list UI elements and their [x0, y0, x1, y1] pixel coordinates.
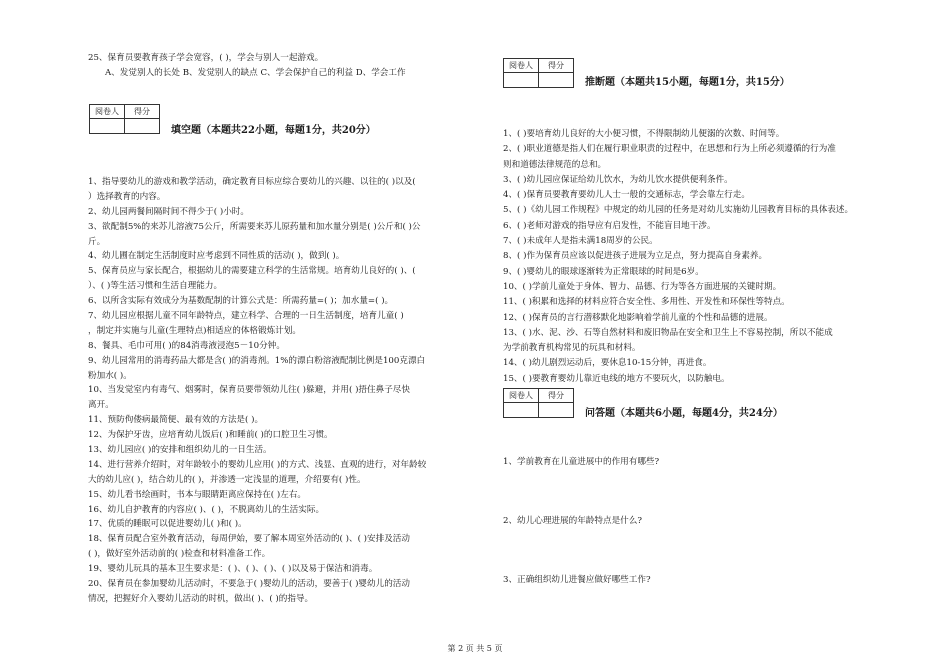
fill-line: 7、幼儿园应根据儿童不同年龄特点，建立科学、合理的一日生活制度，培育儿童( ) [88, 311, 404, 322]
fill-line: 15、幼儿看书绘画时，书本与眼睛距离应保持在( )左右。 [88, 489, 307, 500]
page-number: 第 2 页 共 5 页 [447, 644, 503, 653]
judge-line: 5、( )《幼儿园工作规程》中规定的幼儿园的任务是对幼儿实施幼儿园教育目标的具体表述。 [503, 205, 854, 216]
fill-line: ）选择教育的内容。 [88, 191, 166, 202]
judge-line: 10、( )学前儿童处于身体、智力、品德、行为等各方面进展的关键时期。 [503, 281, 782, 292]
qa-question-3: 3、正确组织幼儿进餐应做好哪些工作? [503, 575, 651, 585]
judge-section-title: 推断题（本题共15小题，每题1分，共15分） [585, 77, 790, 88]
score-box-fill [89, 104, 160, 134]
qa-question-2: 2、幼儿心理进展的年龄特点是什么? [503, 516, 642, 526]
fill-line: 10、当发觉室内有毒气、烟雾时，保育员要带领幼儿往( )躲避，并用( )捂住鼻子尽快 [88, 385, 410, 396]
qa-question-1: 1、学前教育在儿童进展中的作用有哪些? [503, 457, 660, 467]
fill-line: 1、指导要幼儿的游戏和教学活动，确定教育目标应综合要幼儿的兴趣、以往的( )以及( [88, 177, 416, 187]
fill-line: ( )，做好室外活动前的( )检查和材料准备工作。 [88, 549, 271, 560]
fill-question-list [88, 175, 426, 607]
fill-line: 4、幼儿圃在制定生活制度时应考虑到不同性质的活动( )，做到( )。 [88, 251, 345, 262]
fill-line: 11、预防佝偻病最简便、最有效的方法是( )。 [88, 415, 264, 426]
fill-line: 19、婴幼儿玩具的基本卫生要求是：( )、( )、( )、( )以及易于保洁和消毒。 [88, 564, 378, 575]
question-25-options: A、发觉别人的长处 B、发觉别人的缺点 C、学会保护自己的利益 D、学会工作 [105, 68, 406, 78]
score-box-grader-label: 阅卷人 [90, 105, 125, 119]
fill-line: ）、( )等生活习惯和生活自理能力。 [88, 281, 223, 292]
judge-line: 则和道德法律规范的总和。 [503, 159, 607, 170]
fill-line: 8、餐具、毛巾可用( )的84消毒液浸泡5－10分钟。 [88, 340, 285, 351]
fill-line: 9、幼儿园常用的消毒药品大都是含( )的消毒剂。1%的漂白粉溶液配制比例是100克漂白 [88, 355, 426, 366]
judge-line: 3、( )幼儿园应保证给幼儿饮水，为幼儿饮水提供便利条件。 [503, 174, 733, 185]
score-box-grader-cell[interactable] [90, 119, 125, 134]
score-box-grader-cell[interactable] [504, 73, 539, 88]
score-box-score-label: 得分 [539, 389, 574, 403]
score-box-score-label: 得分 [125, 105, 160, 119]
fill-line: 大的幼儿应( )，结合幼儿的( )，并渗透一定浅显的道理，介绍要有( )性。 [88, 474, 366, 485]
judge-line: 11、( )积累和选择的材料应符合安全性、多用性、开发性和环保性等特点。 [503, 297, 790, 308]
judge-line: 12、( )保育员的言行潜移默化地影响着学前儿童的个性和品德的进展。 [503, 312, 773, 323]
fill-line: 离开。 [88, 400, 114, 411]
fill-line: 16、幼儿自护教育的内容应( )、( )，不脱离幼儿的生活实际。 [88, 504, 325, 515]
score-box-judge [503, 58, 574, 88]
fill-line: 12、为保护牙齿，应培育幼儿饭后( )和睡前( )的口腔卫生习惯。 [88, 430, 333, 441]
judge-line: 9、( )婴幼儿的眼球逐渐转为正常眼球的时间是6岁。 [503, 266, 704, 277]
fill-section-title: 填空题（本题共22小题，每题1分，共20分） [171, 125, 376, 136]
fill-line: 20、保育员在参加婴幼儿活动时，不要急于( )婴幼儿的活动，要善于( )婴幼儿的活动 [88, 579, 410, 590]
score-box-score-cell[interactable] [539, 73, 574, 88]
judge-line: 8、( )作为保育员应该以促进孩子进展为立足点，努力提高自身素养。 [503, 251, 768, 262]
score-box-score-cell[interactable] [125, 119, 160, 134]
judge-line: 1、( )要培育幼儿良好的大小便习惯，不得限制幼儿便溺的次数、时间等。 [503, 129, 785, 139]
score-box-qa [503, 388, 574, 418]
judge-line: 13、( )水、泥、沙、石等自然材料和废旧物品在安全和卫生上不容易控制，所以不能成 [503, 327, 833, 338]
judge-line: 15、( )要教育婴幼儿靠近电线的地方不要玩火，以防触电。 [503, 373, 730, 384]
fill-line: 17、优质的睡眠可以促进婴幼儿( )和( )。 [88, 519, 247, 530]
fill-line: 情况，把握好介入婴幼儿活动的时机，做出( )、( )的指导。 [88, 593, 314, 604]
score-box-grader-label: 阅卷人 [504, 389, 539, 403]
fill-line: ，制定并实施与儿童(生理特点)相适应的体格锻炼计划。 [88, 325, 301, 336]
question-25-stem: 25、保育员要教育孩子学会宽容，( )，学会与别人一起游戏。 [88, 53, 324, 63]
fill-line: 14、进行营养介绍时，对年龄较小的婴幼儿应用( )的方式、浅显、直观的进行，对年龄较 [88, 459, 427, 470]
qa-section-title: 问答题（本题共6小题，每题4分，共24分） [585, 408, 783, 419]
score-box-grader-cell[interactable] [504, 403, 539, 418]
score-box-grader-label: 阅卷人 [504, 59, 539, 73]
fill-line: 18、保育员配合室外教育活动，每周伊始，要了解本周室外活动的( )、( )安排及活动 [88, 534, 410, 545]
judge-question-list [503, 127, 853, 387]
fill-line: 13、幼儿园应( )的安排和组织幼儿的一日生活。 [88, 445, 272, 456]
fill-line: 斤。 [88, 236, 106, 247]
judge-line: 2、( )职业道德是指人们在履行职业职责的过程中，在思想和行为上所必须遵循的行为准 [503, 144, 836, 155]
judge-line: 为学前教育机构常见的玩具和材料。 [503, 343, 641, 354]
fill-line: 3、欲配制5%的来苏儿溶液75公斤，所需要来苏儿原药量和加水量分别是( )公斤和( )公 [88, 221, 421, 232]
judge-line: 6、( )老师对游戏的指导应有启发性，不能盲目地干涉。 [503, 220, 716, 231]
judge-line: 4、( )保育员要教育要幼儿人士一般的交通标志，学会靠左行走。 [503, 190, 750, 201]
fill-line: 5、保育员应与家长配合，根据幼儿的需要建立科学的生活常规。培育幼儿良好的( )、( [88, 266, 416, 277]
fill-line: 2、幼儿园两餐间隔时间不得少于( )小时。 [88, 206, 249, 217]
score-box-score-cell[interactable] [539, 403, 574, 418]
score-box-score-label: 得分 [539, 59, 574, 73]
fill-line: 6、以所含实际有效成分为基数配制的计算公式是：所需药量=( )；加水量=( )。 [88, 296, 394, 307]
judge-line: 14、( )幼儿剧烈运动后，要休息10-15分钟，再进食。 [503, 358, 712, 369]
fill-line: 粉加水( )。 [88, 370, 132, 381]
judge-line: 7、( )未成年人是指未满18周岁的公民。 [503, 236, 658, 247]
